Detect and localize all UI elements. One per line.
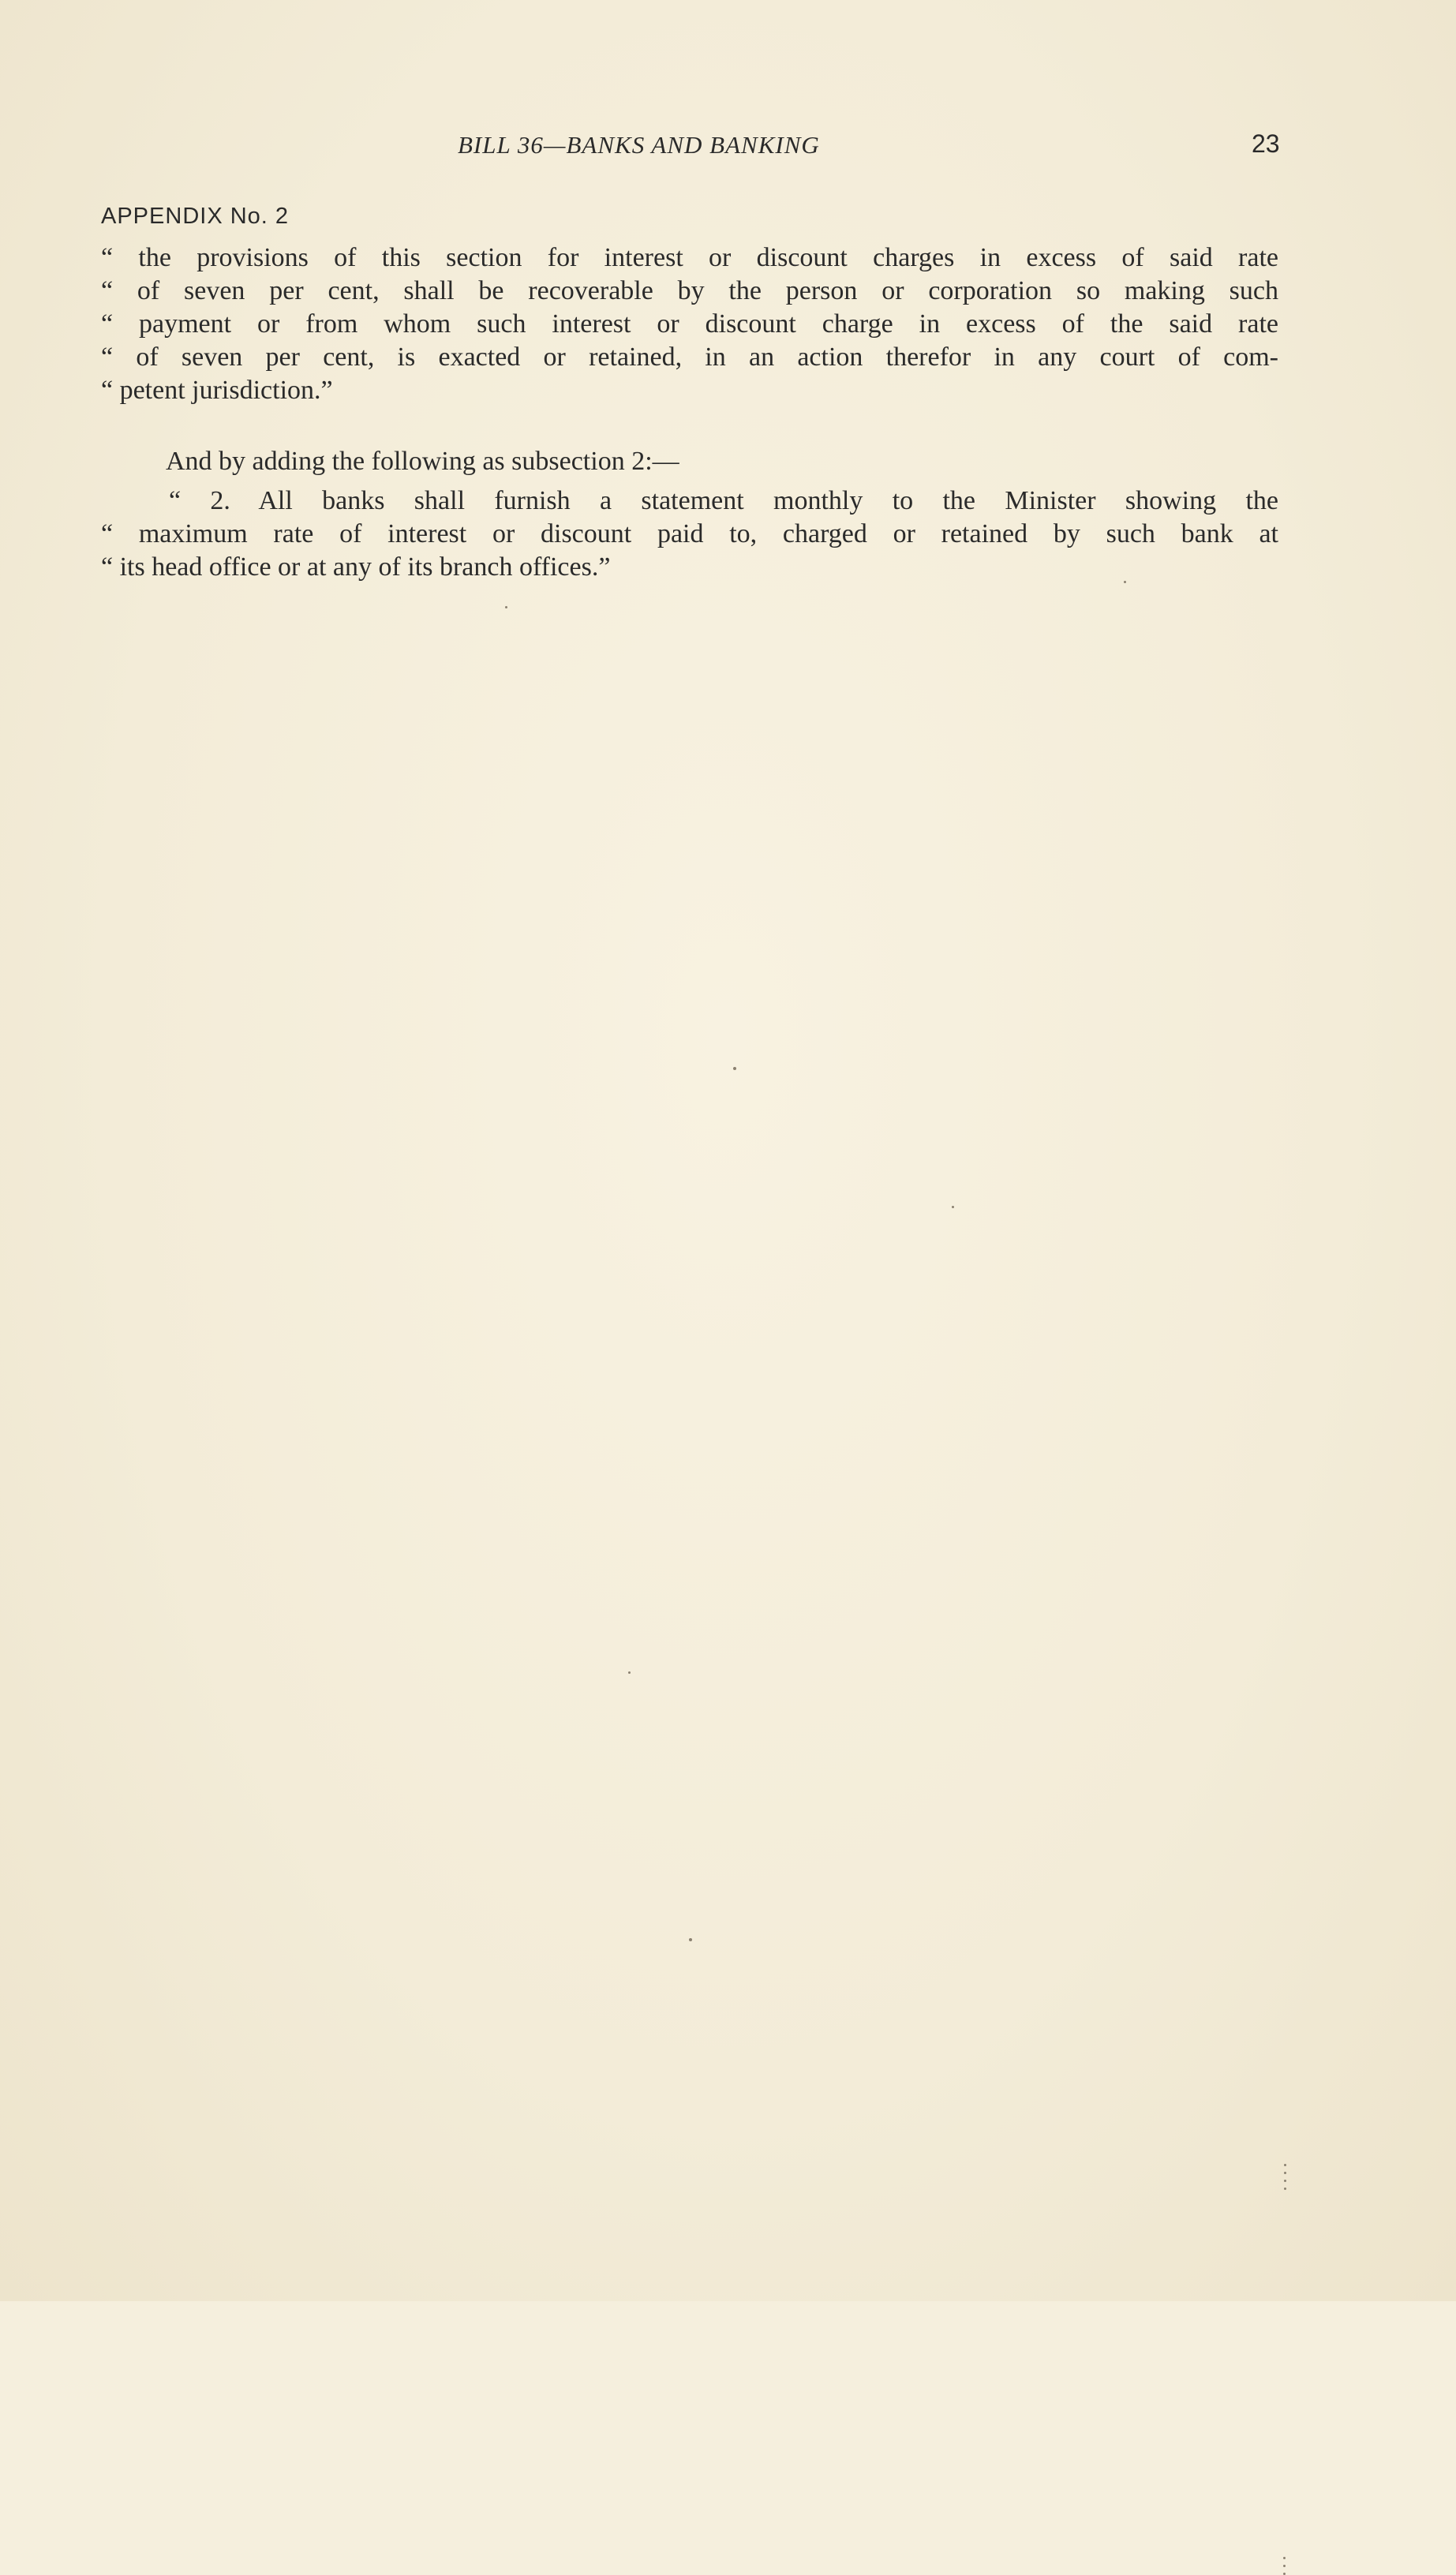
text-line: “ its head office or at any of its branch offices.” bbox=[101, 552, 611, 582]
running-head bbox=[0, 131, 1456, 170]
appendix-label: APPENDIX No. 2 bbox=[101, 204, 290, 229]
paper-speck bbox=[628, 1671, 631, 1674]
quoted-paragraph-1 bbox=[101, 241, 1278, 407]
text-line: “ payment or from whom such interest or discount charge in excess of the said rate bbox=[101, 309, 1278, 339]
paper-speck bbox=[1284, 2180, 1286, 2182]
paper-speck bbox=[733, 1067, 736, 1070]
text-line: “ maximum rate of interest or discount paid to, charged or retained by such bank at bbox=[101, 519, 1278, 548]
paper-speck bbox=[1284, 2172, 1286, 2174]
running-title: BILL 36—BANKS AND BANKING bbox=[458, 131, 820, 159]
paper-speck bbox=[1124, 581, 1126, 583]
paper-speck bbox=[952, 1206, 954, 1208]
paper-speck bbox=[1284, 2164, 1286, 2166]
paper-speck bbox=[1283, 2557, 1286, 2559]
paper-speck bbox=[1283, 2565, 1286, 2567]
paper-speck bbox=[505, 606, 507, 608]
intro-sentence: And by adding the following as subsection 2:— bbox=[166, 447, 679, 476]
text-line: “ of seven per cent, shall be recoverable by the person or corporation so making such bbox=[101, 276, 1278, 305]
paper-speck bbox=[1284, 2188, 1286, 2190]
text-line: “ petent jurisdiction.” bbox=[101, 376, 333, 405]
text-line: “ the provisions of this section for interest or discount charges in excess of said rate bbox=[101, 243, 1278, 272]
text-line: “ of seven per cent, is exacted or retained, in an action therefor in any court of com- bbox=[101, 342, 1278, 372]
page-number: 23 bbox=[1252, 129, 1280, 158]
paper-speck bbox=[689, 1938, 692, 1941]
quoted-paragraph-2 bbox=[101, 485, 1278, 584]
text-line: “ 2. All banks shall furnish a statement monthly to the Minister showing the bbox=[169, 486, 1278, 515]
